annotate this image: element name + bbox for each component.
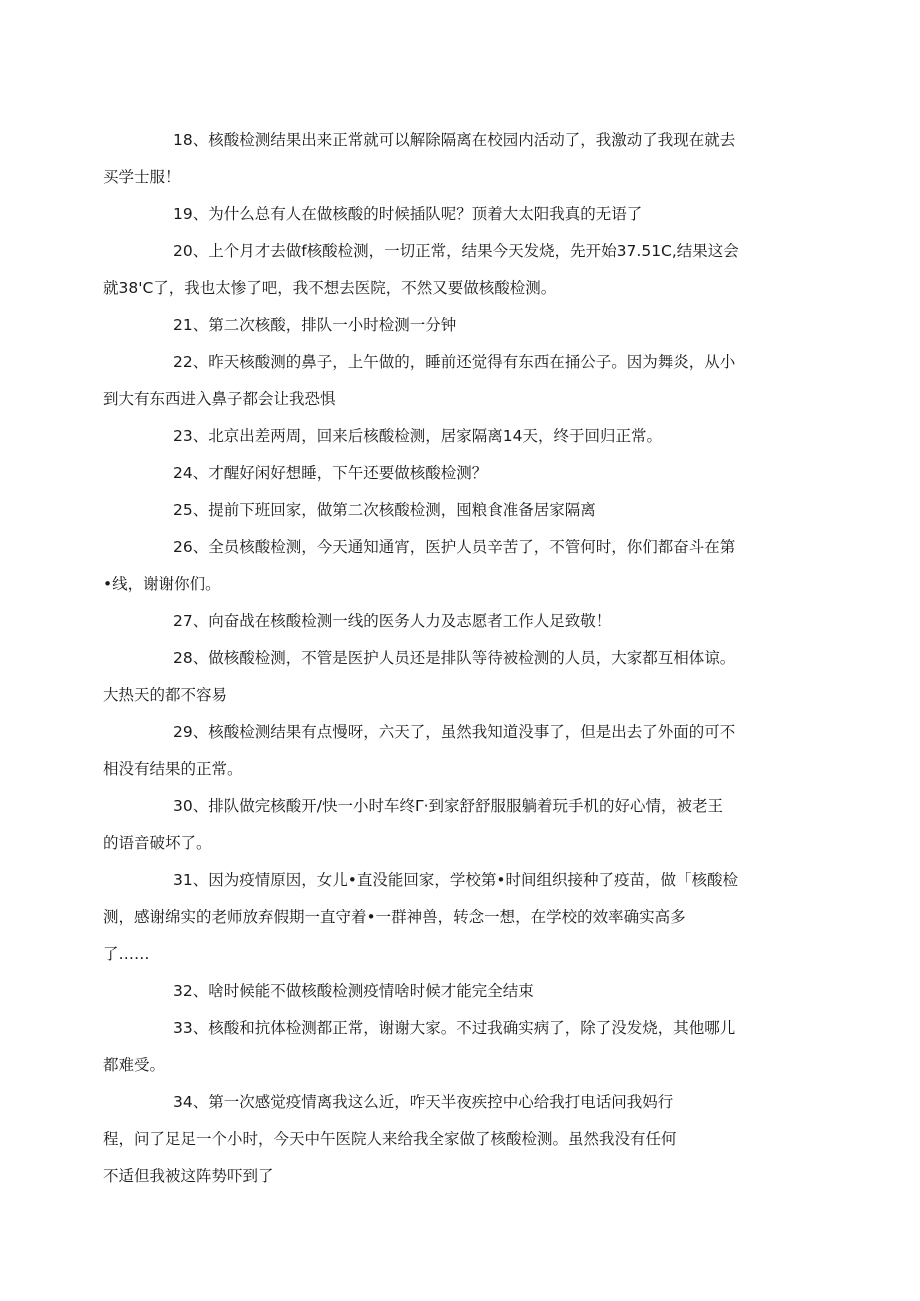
paragraph-first-line: 21、第二次核酸，排队一小时检测一分钟 [173,316,457,334]
paragraph [138,492,780,529]
paragraph [103,640,780,714]
paragraph-first-line: 25、提前下班回家，做第二次核酸检测，囤粮食准备居家隔离 [173,501,596,519]
paragraph [138,307,780,344]
paragraph-first-line: 20、上个月才去做f核酸检测，一切正常，结果今天发烧，先开始37.51C,结果这会 [173,242,739,260]
paragraph-first-line: 18、核酸检测结果出来正常就可以解除隔离在校园内活动了，我激动了我现在就去 [173,131,736,149]
paragraph [103,714,780,788]
paragraph [103,529,780,603]
paragraph [103,122,780,196]
paragraph [138,973,780,1010]
paragraph-first-line: 32、啥时候能不做核酸检测疫情啥时候才能完全结束 [173,982,534,1000]
paragraph-continuation-line: 测，感谢绵实的老师放弃假期一直守着•一群神兽，转念一想，在学校的效率确实高多 [103,908,686,926]
paragraph-continuation-line: 都难受。 [103,1056,166,1074]
paragraph-continuation-line: 的语音破坏了。 [103,834,212,852]
paragraph [103,1010,780,1084]
paragraph-first-line: 19、为什么总有人在做核酸的时候插队呢？顶着大太阳我真的无语了 [173,205,643,223]
paragraph [138,196,780,233]
paragraph-first-line: 22、昨天核酸测的鼻子，上午做的，睡前还觉得有东西在捅公子。因为舞炎，从小 [173,353,736,371]
paragraph [103,233,780,307]
paragraph-first-line: 29、核酸检测结果有点慢呀，六天了，虽然我知道没事了，但是出去了外面的可不 [173,723,736,741]
document-body [103,122,780,1195]
paragraph [138,418,780,455]
paragraph-continuation-line: •线，谢谢你们。 [103,575,221,593]
paragraph [103,1084,780,1195]
paragraph [138,603,780,640]
paragraph-first-line: 28、做核酸检测，不管是医护人员还是排队等待被检测的人员，大家都互相体谅。 [173,649,736,667]
paragraph-continuation-line: 到大有东西进入鼻子都会让我恐惧 [103,390,336,408]
paragraph-continuation-line: 程，问了足足一个小时，今天中午医院人来给我全家做了核酸检测。虽然我没有任何 [103,1130,677,1148]
paragraph-first-line: 30、排队做完核酸开/快一小时车终Γ·到家舒舒服服躺着玩手机的好心情，被老王 [173,797,724,815]
paragraph-first-line: 27、向奋战在核酸检测一线的医务人力及志愿者工作人足致敬！ [173,612,612,630]
paragraph-continuation-line: 就38'C了，我也太惨了吧，我不想去医院，不然又要做核酸检测。 [103,279,557,297]
paragraph-continuation-line: 不适但我被这阵势吓到了 [103,1167,274,1185]
paragraph-continuation-line: 买学士服！ [103,168,181,186]
paragraph-continuation-line: 相没有结果的正常。 [103,760,243,778]
paragraph-first-line: 26、全员核酸检测，今天通知通宵，医护人员辛苦了，不管何时，你们都奋斗在第 [173,538,736,556]
paragraph-continuation-line: 大热天的都不容易 [103,686,228,704]
paragraph-first-line: 23、北京出差两周，回来后核酸检测，居家隔离14天，终于回归正常。 [173,427,662,445]
paragraph [103,788,780,862]
paragraph-first-line: 31、因为疫情原因，女儿•直没能回家，学校第•时间组织接种了疫苗，做「核酸检 [173,871,739,889]
paragraph-first-line: 24、才醒好闲好想睡，下午还要做核酸检测？ [173,464,488,482]
paragraph [103,862,780,973]
paragraph-first-line: 34、第一次感觉疫情离我这么近，咋天半夜疾控中心给我打电话问我妈行 [173,1093,674,1111]
paragraph [103,344,780,418]
paragraph [138,455,780,492]
paragraph-first-line: 33、核酸和抗体检测都正常，谢谢大家。不过我确实病了，除了没发烧，其他哪儿 [173,1019,736,1037]
paragraph-continuation-line: 了…… [103,945,150,963]
